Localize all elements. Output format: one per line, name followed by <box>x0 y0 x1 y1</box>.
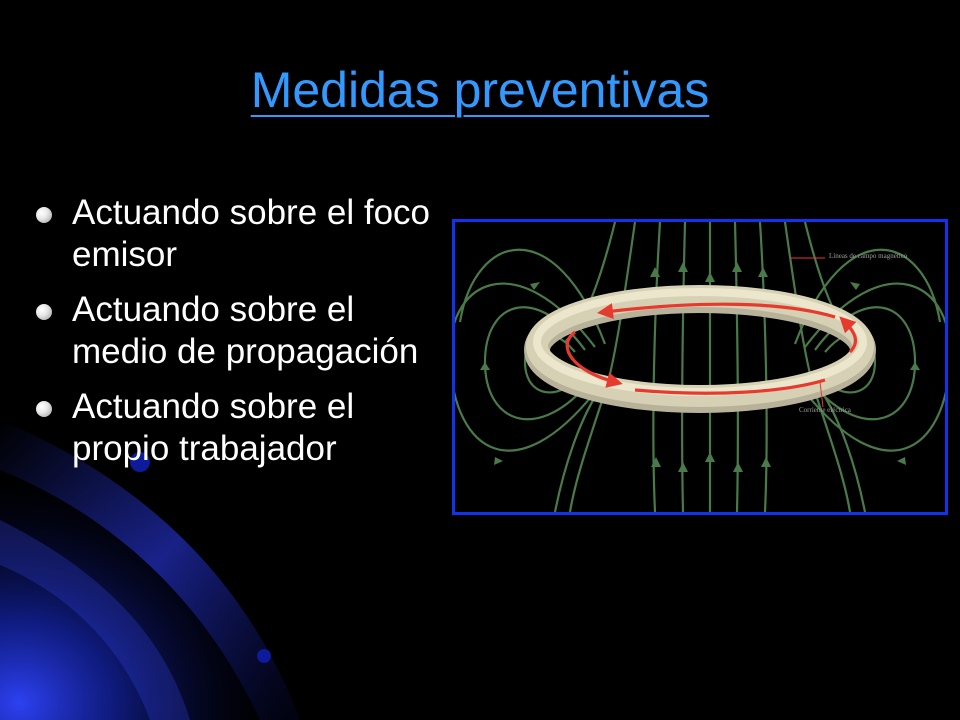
label-field-lines: Líneas de campo magnético <box>829 252 908 260</box>
magnetic-field-figure <box>452 219 948 515</box>
field-arrow <box>733 462 743 472</box>
field-arrow <box>705 452 715 462</box>
field-arrow <box>494 457 503 465</box>
bullet-text: Actuando sobre el foco emisor <box>72 193 431 274</box>
bullet-icon <box>36 401 52 417</box>
bullet-item <box>36 386 436 470</box>
bullet-text: Actuando sobre el propio trabajador <box>72 387 355 468</box>
field-line <box>653 222 660 512</box>
field-arrow <box>678 462 688 472</box>
magnetic-field-diagram <box>455 222 945 512</box>
bullet-text: Actuando sobre el medio de propagación <box>72 290 419 371</box>
slide-title: Medidas preventivas <box>250 62 710 118</box>
field-arrow <box>910 362 920 370</box>
label-current: Corriente eléctrica <box>799 406 851 414</box>
bullet-icon <box>36 304 52 320</box>
bullet-list <box>36 192 436 483</box>
field-arrow <box>732 262 742 272</box>
field-arrow <box>761 457 771 467</box>
field-arrow <box>678 262 688 272</box>
field-arrow <box>758 267 768 277</box>
field-arrow <box>897 457 906 465</box>
field-arrow <box>480 362 490 370</box>
field-line <box>825 397 865 512</box>
field-arrow <box>850 282 860 290</box>
bullet-item <box>36 289 436 373</box>
field-arrow <box>530 282 540 290</box>
field-line <box>760 222 767 512</box>
decor-dot <box>257 649 271 663</box>
bullet-icon <box>36 207 52 223</box>
bullet-item <box>36 192 436 276</box>
field-arrow <box>705 272 715 282</box>
